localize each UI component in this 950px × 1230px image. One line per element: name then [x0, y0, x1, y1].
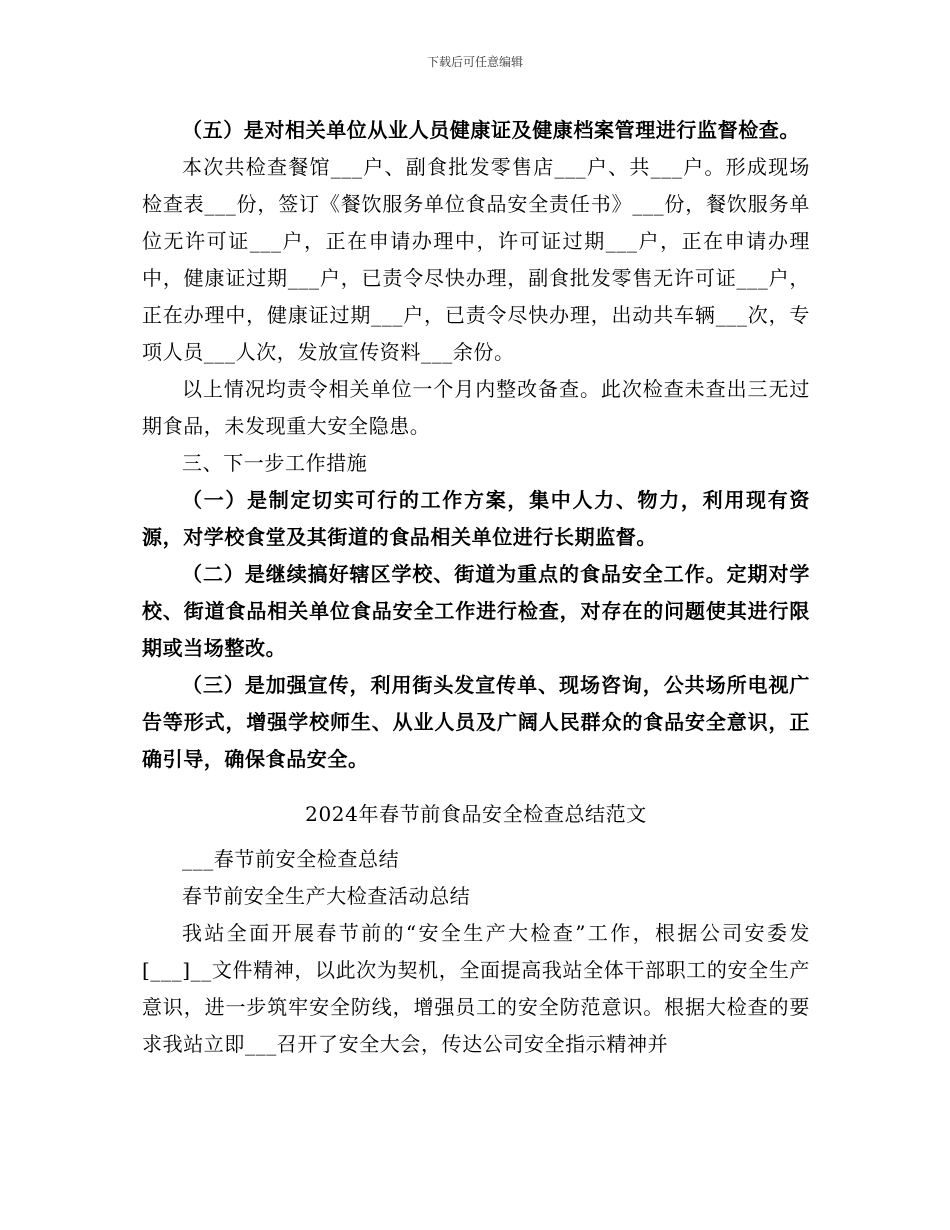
- article-subtitle-two: 春节前安全生产大检查活动总结: [182, 884, 471, 908]
- inspection-result-paragraph: 以上情况均责令相关单位一个月内整改备查。此次检查未查出三无过期食品，未发现重大安全隐患。: [142, 377, 810, 438]
- document-body: [142, 112, 810, 1063]
- page-header: 下载后可任意编辑: [426, 55, 523, 69]
- measure-item-two: （二）是继续搞好辖区学校、街道为重点的食品安全工作。定期对学校、街道食品相关单位食品安全工作进行检查，对存在的问题使其进行限期或当场整改。: [142, 562, 810, 660]
- measure-item-one: （一）是制定切实可行的工作方案，集中人力、物力，利用现有资源，对学校食堂及其街道的食品相关单位进行长期监督。: [142, 488, 810, 549]
- inspection-stats-paragraph: 本次共检查餐馆___户、副食批发零售店___户、共___户。形成现场检查表___份，签订《餐饮服务单位食品安全责任书》___份，餐饮服务单位无许可证___户，正在申请办理中，许可证过期___户，正在申请办理中，健康证过期___户，已责令尽快办理，副食批发零售无许可证___户，正在办理中，健康证过期___户，已责令尽快办理，出动共车辆___次，专项人员___人次，发放宣传资料___余份。: [142, 155, 810, 364]
- section-three-heading: 三、下一步工作措施: [182, 451, 368, 475]
- item-five-paragraph: （五）是对相关单位从业人员健康证及健康档案管理进行监督检查。: [182, 118, 800, 142]
- article-body-paragraph: 我站全面开展春节前的“安全生产大检查”工作，根据公司安委发[___]__文件精神，以此次为契机，全面提高我站全体干部职工的安全生产意识，进一步筑牢安全防线，增强员工的安全防范意识。根据大检查的要求我站立即___召开了安全大会，传达公司安全指示精神并: [142, 921, 810, 1056]
- measure-item-three: （三）是加强宣传，利用街头发宣传单、现场咨询，公共场所电视广告等形式，增强学校师生、从业人员及广阔人民群众的食品安全意识，正确引导，确保食品安全。: [142, 673, 810, 771]
- article-subtitle-one: ___春节前安全检查总结: [182, 847, 400, 871]
- article-title: 2024年春节前食品安全检查总结范文: [305, 802, 647, 826]
